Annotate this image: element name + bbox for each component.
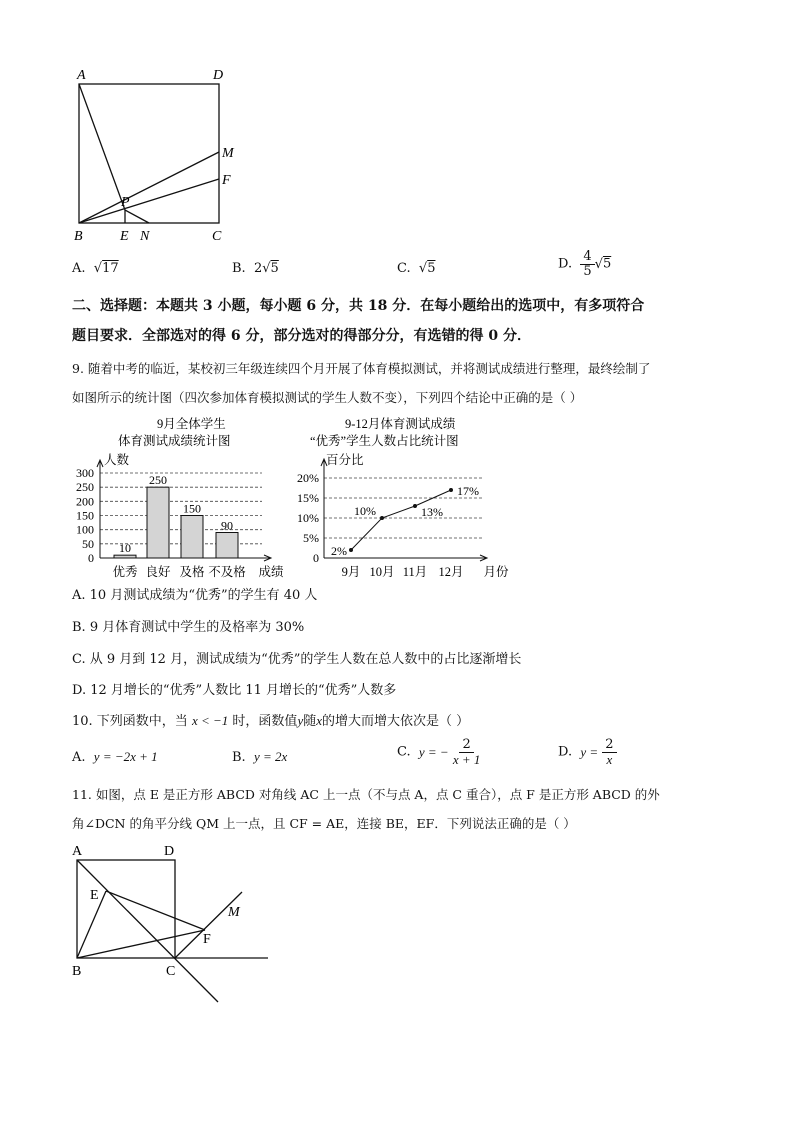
segment-bf — [77, 930, 205, 958]
line-category-label: 11月 — [402, 565, 428, 579]
bar-chart-ytick: 100 — [76, 522, 94, 537]
bar-value-label: 90 — [221, 518, 233, 533]
line-chart-ytick: 15% — [297, 491, 319, 505]
label-N: N — [140, 229, 150, 244]
q9-option-c[interactable]: C. 从 9 月到 12 月，测试成绩为“优秀”的学生人数在总人数中的占比逐渐增长 — [72, 652, 522, 667]
section2-line1: 二、选择题：本题共 3 小题，每小题 6 分，共 18 分．在每小题给出的选项中，有多项符合 — [72, 298, 645, 314]
q9-option-b[interactable]: B. 9 月体育测试中学生的及格率为 30% — [72, 620, 305, 635]
q10-option-b[interactable]: B. y = 2x — [232, 749, 288, 765]
q8-option-a[interactable]: A. √17 — [72, 261, 119, 276]
line-value-label: 13% — [421, 505, 443, 519]
q9-option-a[interactable]: A. 10 月测试成绩为“优秀”的学生有 40 人 — [72, 588, 318, 603]
label-C: C — [212, 229, 222, 244]
line-value-label: 10% — [354, 504, 376, 518]
label-E: E — [120, 229, 129, 244]
q9-option-d[interactable]: D. 12 月增长的“优秀”人数比 11 月增长的“优秀”人数多 — [72, 683, 397, 698]
q10-stem: 10. 下列函数中，当 x < −1 时，函数值y随x的增大而增大依次是（ ） — [72, 713, 470, 729]
label-F: F — [203, 932, 211, 947]
line-point-3 — [449, 488, 453, 492]
segment-ef — [106, 891, 205, 930]
bar-1 — [147, 487, 169, 558]
bar-chart-xlabel: 成绩 — [258, 565, 284, 579]
fraction: $\frac{2}{x}$ — [602, 738, 616, 767]
segment-ap — [79, 84, 125, 210]
line-chart-xlabel: 月份 — [483, 565, 509, 579]
line-chart-ytick: 0 — [313, 551, 319, 565]
label-P: P — [121, 195, 130, 210]
bar-2 — [181, 516, 203, 559]
label-D: D — [164, 844, 175, 859]
bar-chart-ytick: 150 — [76, 508, 94, 523]
label-A: A — [72, 844, 83, 859]
line-category-label: 12月 — [438, 565, 464, 579]
bar-0 — [114, 555, 136, 558]
q9-stem-line1: 9. 随着中考的临近，某校初三年级连续四个月开展了体育模拟测试，并将测试成绩进行整理，最终绘制了 — [72, 361, 651, 376]
q8-option-c[interactable]: C. √5 — [397, 261, 436, 276]
line-series — [351, 490, 451, 550]
q10-option-a[interactable]: A. y = −2x + 1 — [72, 749, 158, 765]
bar-category-label: 不及格 — [208, 565, 246, 579]
fraction: $\frac{2}{x + 1}$ — [452, 737, 481, 767]
label-B: B — [74, 229, 83, 244]
square-abcd — [79, 84, 219, 223]
bar-chart-ytick: 0 — [88, 551, 94, 565]
bar-chart-subtitle: 体育测试成绩统计图 — [118, 434, 231, 448]
label-F: F — [222, 173, 231, 188]
line-chart-ytick: 5% — [303, 531, 319, 545]
label-D: D — [213, 68, 224, 83]
bisector-qm — [175, 892, 242, 958]
label-E: E — [90, 888, 99, 903]
line-chart — [284, 416, 524, 582]
line-chart-ytick: 10% — [297, 511, 319, 525]
q9-stem-line2: 如图所示的统计图（四次参加体育模拟测试的学生人数不变），下列四个结论中正确的是（ ） — [72, 390, 583, 405]
segment-bf — [79, 179, 219, 223]
bar-3 — [216, 533, 238, 559]
line-category-label: 9月 — [341, 565, 361, 579]
bar-chart-ytick: 200 — [76, 494, 94, 509]
q8-option-d[interactable]: D. $\frac{4}{5}$ √5 — [558, 249, 612, 279]
segment-pn — [125, 210, 149, 223]
line-chart-title: 9-12月体育测试成绩 — [345, 417, 456, 431]
q11-stem-line2: 角∠DCN 的角平分线 QM 上一点，且 CF = AE，连接 BE，EF．下列说法正确的是（ ） — [72, 816, 576, 831]
q10-option-d[interactable]: D. y = $\frac{2}{x}$ — [558, 738, 617, 778]
label-C: C — [166, 964, 176, 979]
q8-figure — [70, 62, 250, 247]
line-point-1 — [380, 516, 384, 520]
line-chart-subtitle: “优秀”学生人数占比统计图 — [310, 434, 459, 448]
segment-bm — [79, 152, 219, 223]
bar-category-label: 良好 — [145, 565, 171, 579]
line-category-label: 10月 — [369, 565, 395, 579]
bar-value-label: 150 — [183, 501, 201, 516]
label-A: A — [77, 68, 86, 83]
section2-line2: 题目要求．全部选对的得 6 分，部分选对的得部分分，有选错的得 0 分． — [72, 328, 531, 344]
line-point-0 — [349, 548, 353, 552]
line-chart-ytick: 20% — [297, 471, 319, 485]
label-M: M — [228, 905, 240, 920]
label-M: M — [222, 146, 234, 161]
bar-value-label: 250 — [149, 473, 167, 488]
bar-chart — [62, 416, 294, 582]
line-point-2 — [413, 504, 417, 508]
label-B: B — [72, 964, 82, 979]
bar-chart-ytick: 300 — [76, 466, 94, 480]
bar-chart-ytick: 50 — [82, 536, 94, 551]
bar-chart-title: 9月全体学生 — [157, 417, 226, 431]
q10-option-c[interactable]: C. y = − $\frac{2}{x + 1}$ — [397, 737, 481, 767]
fraction: $\frac{4}{5}$ — [580, 250, 594, 279]
bar-value-label: 10 — [119, 541, 131, 556]
bar-category-label: 及格 — [179, 565, 205, 579]
line-chart-ylabel: 百分比 — [326, 453, 364, 467]
q11-stem-line1: 11. 如图，点 E 是正方形 ABCD 对角线 AC 上一点（不与点 A，点 C 重合），点 F 是正方形 ABCD 的外 — [72, 787, 660, 802]
bar-chart-ylabel: 人数 — [104, 453, 130, 467]
line-value-label: 17% — [457, 484, 479, 498]
q11-figure — [66, 838, 276, 1008]
bar-chart-ytick: 250 — [76, 480, 94, 495]
q8-option-b[interactable]: B. 2√5 — [232, 261, 279, 276]
diagonal-ac — [77, 860, 218, 1002]
line-value-label: 2% — [331, 544, 347, 558]
bar-category-label: 优秀 — [112, 565, 138, 579]
